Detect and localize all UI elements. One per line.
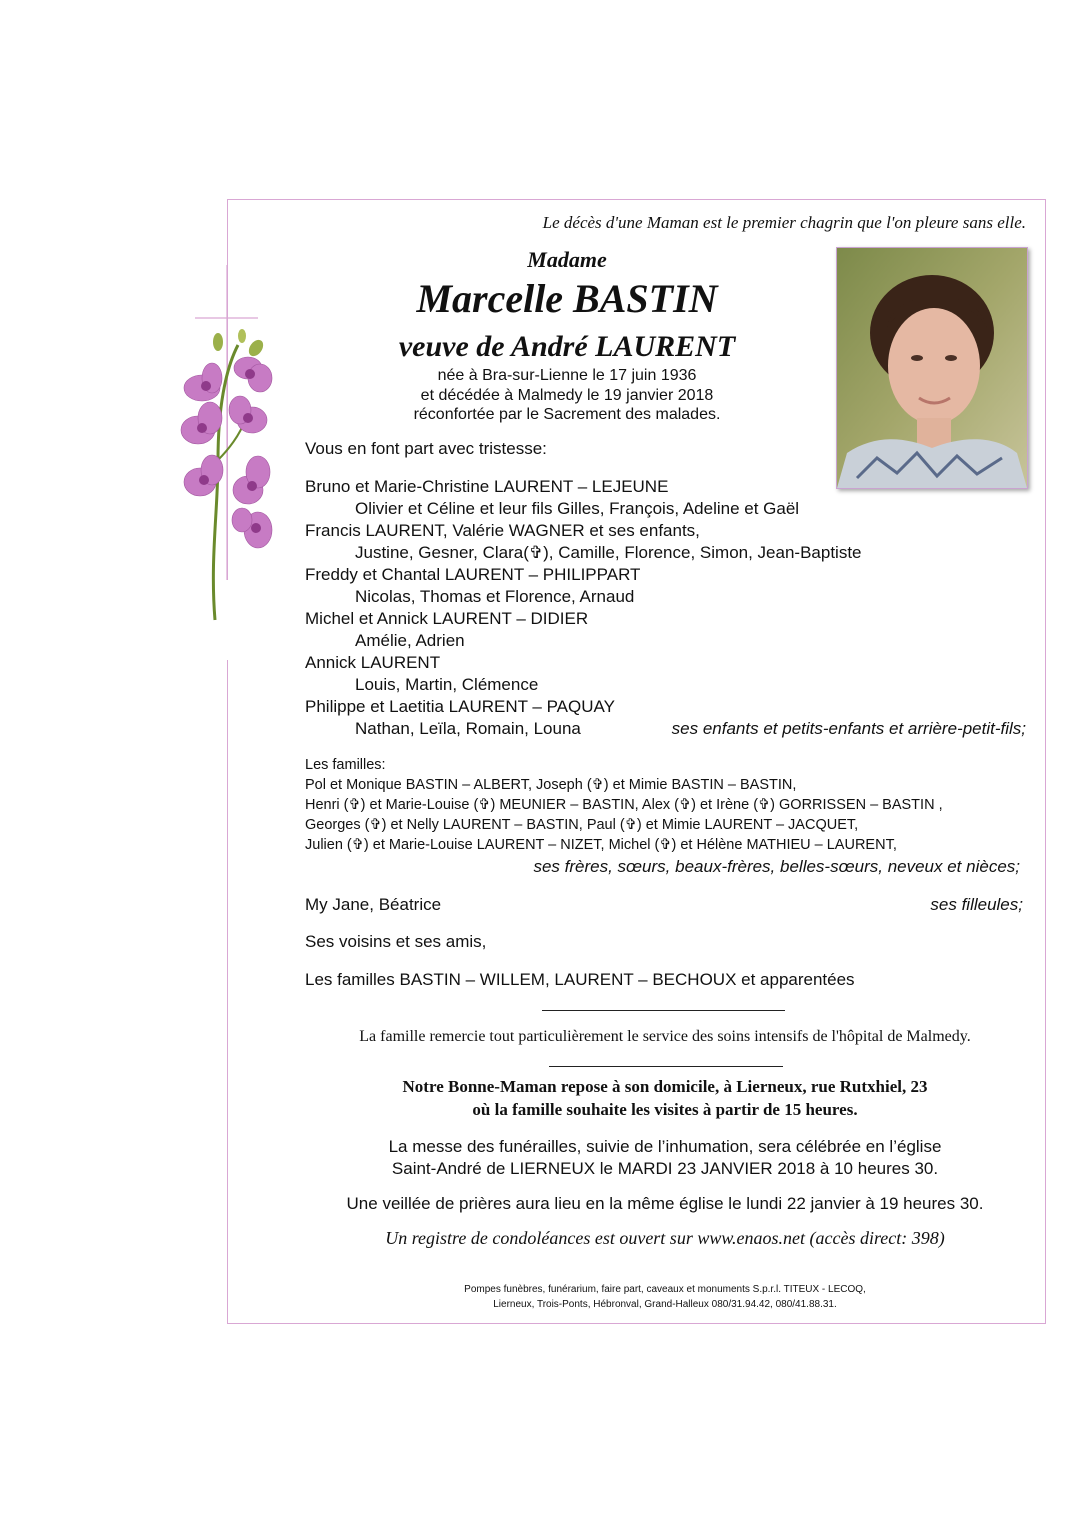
family-line: Annick LAURENT	[305, 653, 441, 672]
extended-family-line: Georges (✞) et Nelly LAURENT – BASTIN, Paul (✞) et Mimie LAURENT – JACQUET,	[305, 817, 859, 833]
widow-line: veuve de André LAURENT	[398, 330, 736, 363]
separator-line	[542, 1010, 785, 1011]
mass-line-2: Saint-André de LIERNEUX le MARDI 23 JANVIER 2018 à 10 heures 30.	[391, 1159, 939, 1178]
birth-line: née à Bra-sur-Lienne le 17 juin 1936	[437, 367, 697, 384]
extended-family-line: Pol et Monique BASTIN – ALBERT, Joseph (✞) et Mimie BASTIN – BASTIN,	[305, 777, 797, 793]
life-details	[300, 366, 834, 425]
extended-family-line: Henri (✞) et Marie-Louise (✞) MEUNIER – BASTIN, Alex (✞) et Irène (✞) GORRISSEN – BASTIN ,	[305, 797, 943, 813]
goddaughters-line: My Jane, Béatrice	[305, 895, 442, 914]
family-line: Michel et Annick LAURENT – DIDIER	[305, 609, 589, 628]
family-line: Francis LAURENT, Valérie WAGNER et ses enfants,	[305, 521, 700, 540]
thanks-line: La famille remercie tout particulièrement le service des soins intensifs de l'hôpital de Malmedy.	[359, 1028, 971, 1045]
family-line: Justine, Gesner, Clara(✞), Camille, Florence, Simon, Jean-Baptiste	[355, 543, 862, 562]
separator-line	[549, 1066, 783, 1067]
vigil-line: Une veillée de prières aura lieu en la même église le lundi 22 janvier à 19 heures 30.	[346, 1194, 984, 1213]
related-families-line: Les familles BASTIN – WILLEM, LAURENT – BECHOUX et apparentées	[305, 970, 855, 989]
family-line: Louis, Martin, Clémence	[355, 675, 539, 694]
rest-line-2: où la famille souhaite les visites à partir de 15 heures.	[472, 1100, 858, 1119]
family-line: Bruno et Marie-Christine LAURENT – LEJEUNE	[305, 477, 669, 496]
families-heading: Les familles:	[305, 757, 386, 773]
portrait-photo	[836, 247, 1028, 489]
siblings-relation-label: ses frères, sœurs, beaux-frères, belles-sœurs, neveux et nièces;	[533, 857, 1020, 876]
family-line: Olivier et Céline et leur fils Gilles, François, Adeline et Gaël	[355, 499, 800, 518]
intro-line: Vous en font part avec tristesse:	[305, 439, 547, 458]
extended-family-line: Julien (✞) et Marie-Louise LAURENT – NIZET, Michel (✞) et Hélène MATHIEU – LAURENT,	[305, 837, 897, 853]
opening-quote: Le décès d'une Maman est le premier chagrin que l'on pleure sans elle.	[542, 213, 1026, 232]
cross-orchid-illustration	[170, 260, 290, 660]
deceased-name: Marcelle BASTIN	[416, 276, 718, 321]
family-line: Freddy et Chantal LAURENT – PHILIPPART	[305, 565, 641, 584]
rest-line-1: Notre Bonne-Maman repose à son domicile, à Lierneux, rue Rutxhiel, 23	[402, 1077, 928, 1096]
neighbours-line: Ses voisins et ses amis,	[305, 932, 487, 951]
mass-line-1: La messe des funérailles, suivie de l’inhumation, sera célébrée en l’église	[388, 1137, 942, 1156]
cross-lower-segment	[227, 580, 228, 660]
goddaughters-relation-label: ses filleules;	[930, 895, 1023, 914]
children-relation-label: ses enfants et petits-enfants et arrière-petit-fils;	[671, 719, 1026, 738]
death-line: et décédée à Malmedy le 19 janvier 2018	[420, 386, 714, 404]
condolence-register-line: Un registre de condoléances est ouvert sur www.enaos.net (accès direct: 398)	[385, 1228, 945, 1248]
family-line: Philippe et Laetitia LAURENT – PAQUAY	[305, 697, 615, 716]
family-line: Amélie, Adrien	[355, 631, 465, 650]
family-line: Nicolas, Thomas et Florence, Arnaud	[355, 587, 635, 606]
funeral-home-line-1: Pompes funèbres, funérarium, faire part, caveaux et monuments S.p.r.l. TITEUX - LECOQ,	[464, 1284, 866, 1295]
funeral-home-line-2: Lierneux, Trois-Ponts, Hébronval, Grand-Halleux 080/31.94.42, 080/41.88.31.	[493, 1299, 837, 1310]
honorific: Madame	[527, 247, 607, 272]
family-line: Nathan, Leïla, Romain, Louna	[355, 719, 581, 738]
sacrament-line: réconfortée par le Sacrement des malades.	[413, 406, 721, 423]
